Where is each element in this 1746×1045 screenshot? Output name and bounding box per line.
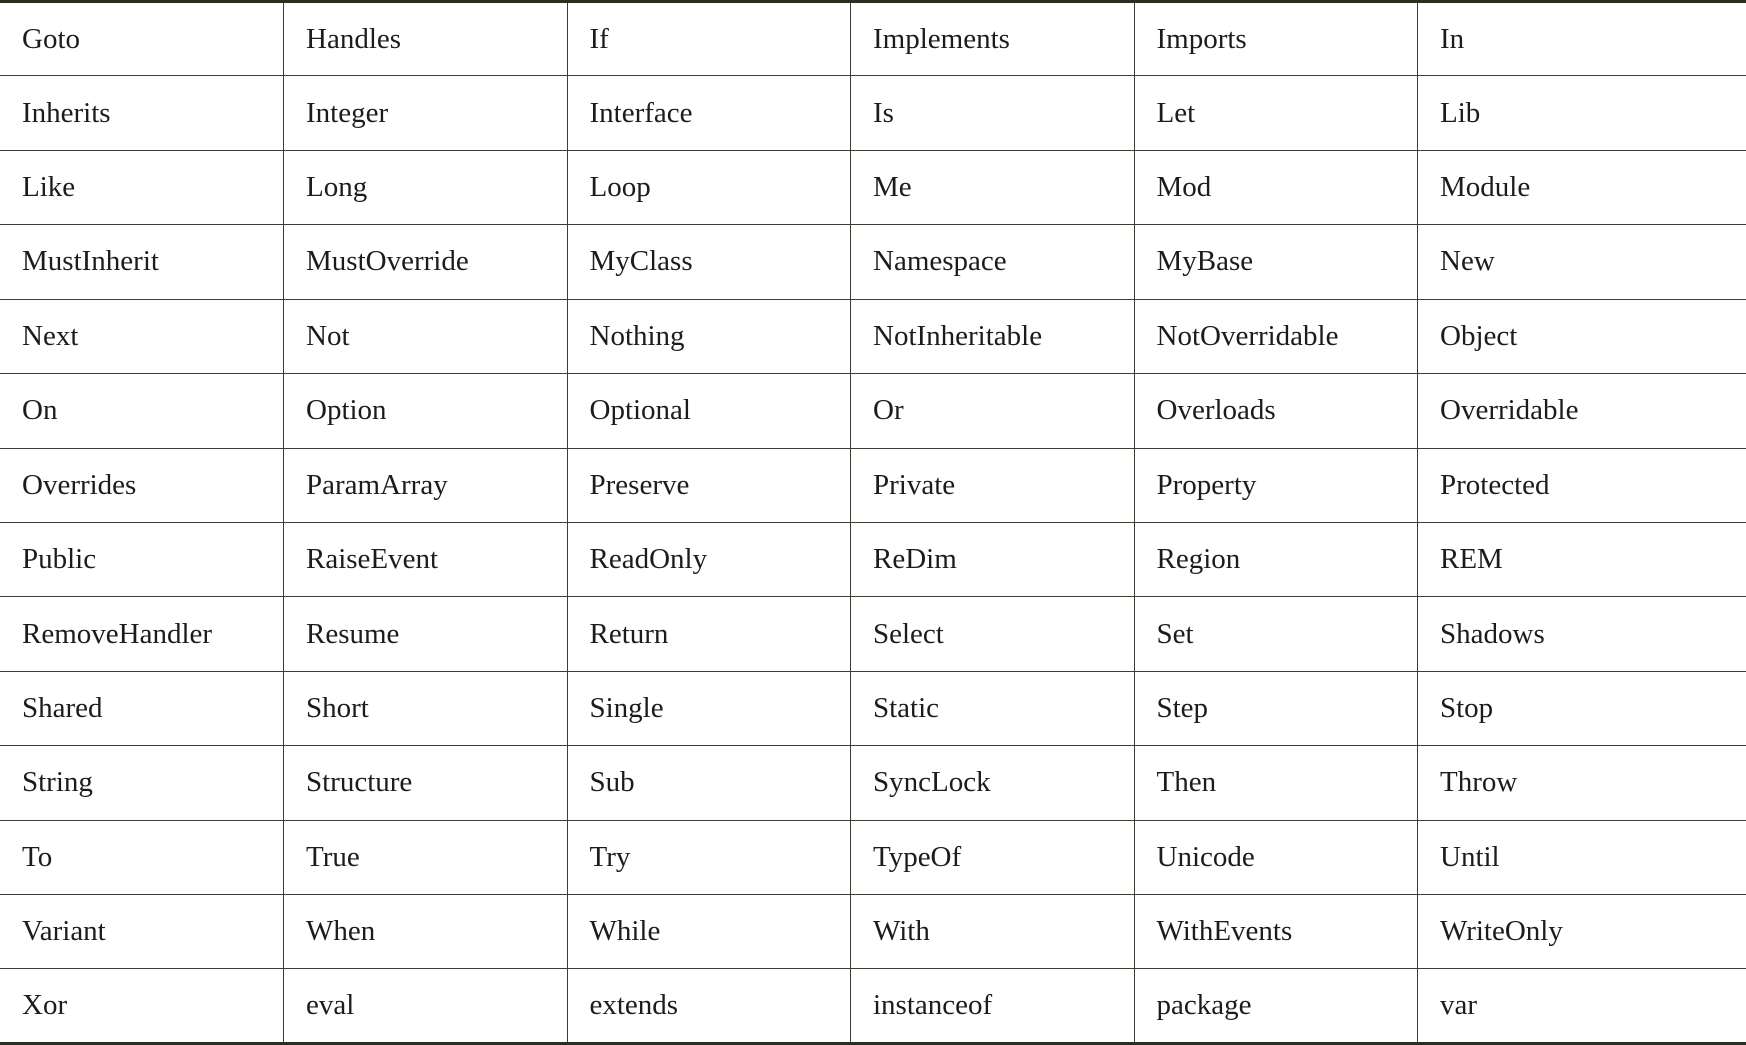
table-cell: Imports (1134, 2, 1418, 76)
table-cell: Like (0, 150, 284, 224)
table-cell: Inherits (0, 76, 284, 150)
table-cell: Short (284, 671, 568, 745)
table-row (0, 2, 1746, 76)
table-cell: Variant (0, 895, 284, 969)
table-cell: When (284, 895, 568, 969)
table-cell: Property (1134, 448, 1418, 522)
table-cell: Object (1418, 299, 1746, 373)
table-cell: REM (1418, 522, 1746, 596)
table-cell: Set (1134, 597, 1418, 671)
table-cell: TypeOf (851, 820, 1135, 894)
table-cell: WithEvents (1134, 895, 1418, 969)
table-row (0, 374, 1746, 448)
table-cell: Interface (567, 76, 851, 150)
table-cell: Region (1134, 522, 1418, 596)
table-row (0, 76, 1746, 150)
table-cell: SyncLock (851, 746, 1135, 820)
table-cell: If (567, 2, 851, 76)
table-cell: Sub (567, 746, 851, 820)
table-cell: Is (851, 76, 1135, 150)
table-row (0, 969, 1746, 1044)
table-cell: Stop (1418, 671, 1746, 745)
table-cell: Namespace (851, 225, 1135, 299)
table-cell: Or (851, 374, 1135, 448)
table-row (0, 225, 1746, 299)
table-cell: Module (1418, 150, 1746, 224)
table-cell: Overridable (1418, 374, 1746, 448)
table-cell: Implements (851, 2, 1135, 76)
table-row (0, 820, 1746, 894)
table-cell: Goto (0, 2, 284, 76)
table-cell: ReDim (851, 522, 1135, 596)
table-cell: Shadows (1418, 597, 1746, 671)
table-cell: Let (1134, 76, 1418, 150)
table-cell: To (0, 820, 284, 894)
table-cell: ParamArray (284, 448, 568, 522)
table-cell: WriteOnly (1418, 895, 1746, 969)
table-cell: NotOverridable (1134, 299, 1418, 373)
table-row (0, 448, 1746, 522)
table-cell: Single (567, 671, 851, 745)
table-cell: Next (0, 299, 284, 373)
table-cell: Private (851, 448, 1135, 522)
table-cell: Preserve (567, 448, 851, 522)
table-cell: Optional (567, 374, 851, 448)
table-cell: Integer (284, 76, 568, 150)
table-cell: MyBase (1134, 225, 1418, 299)
table-cell: Until (1418, 820, 1746, 894)
table-row (0, 150, 1746, 224)
table-cell: MustOverride (284, 225, 568, 299)
table-cell: Return (567, 597, 851, 671)
table-cell: Select (851, 597, 1135, 671)
table-cell: New (1418, 225, 1746, 299)
table-cell: Handles (284, 2, 568, 76)
keyword-table-body (0, 2, 1746, 1044)
table-cell: True (284, 820, 568, 894)
table-cell: Shared (0, 671, 284, 745)
table-cell: Loop (567, 150, 851, 224)
table-cell: instanceof (851, 969, 1135, 1044)
table-cell: RemoveHandler (0, 597, 284, 671)
table-cell: Overloads (1134, 374, 1418, 448)
table-cell: Public (0, 522, 284, 596)
table-cell: eval (284, 969, 568, 1044)
table-row (0, 522, 1746, 596)
table-cell: Long (284, 150, 568, 224)
table-cell: Unicode (1134, 820, 1418, 894)
table-cell: Overrides (0, 448, 284, 522)
table-cell: Nothing (567, 299, 851, 373)
table-cell: ReadOnly (567, 522, 851, 596)
table-row (0, 299, 1746, 373)
table-cell: Xor (22, 989, 68, 1022)
table-cell: Throw (1418, 746, 1746, 820)
table-cell: Then (1134, 746, 1418, 820)
table-cell: Me (851, 150, 1135, 224)
table-row (0, 671, 1746, 745)
table-cell: MyClass (567, 225, 851, 299)
table-cell: Step (1134, 671, 1418, 745)
table-cell: Not (284, 299, 568, 373)
table-cell: Try (567, 820, 851, 894)
table-row (0, 895, 1746, 969)
table-cell: Lib (1418, 76, 1746, 150)
table-cell: While (567, 895, 851, 969)
table-cell: Option (284, 374, 568, 448)
table-cell: MustInherit (0, 225, 284, 299)
table-cell: Protected (1418, 448, 1746, 522)
table-cell: package (1134, 969, 1418, 1044)
table-row (0, 746, 1746, 820)
table-cell: In (1418, 2, 1746, 76)
table-cell: Mod (1134, 150, 1418, 224)
table-cell: On (0, 374, 284, 448)
table-cell: With (851, 895, 1135, 969)
table-cell: Resume (284, 597, 568, 671)
table-row (0, 597, 1746, 671)
table-cell: RaiseEvent (284, 522, 568, 596)
table-cell: Structure (284, 746, 568, 820)
table-cell: String (0, 746, 284, 820)
table-cell: Static (851, 671, 1135, 745)
table-cell: var (1418, 969, 1746, 1044)
table-cell: NotInheritable (851, 299, 1135, 373)
table-cell: extends (567, 969, 851, 1044)
